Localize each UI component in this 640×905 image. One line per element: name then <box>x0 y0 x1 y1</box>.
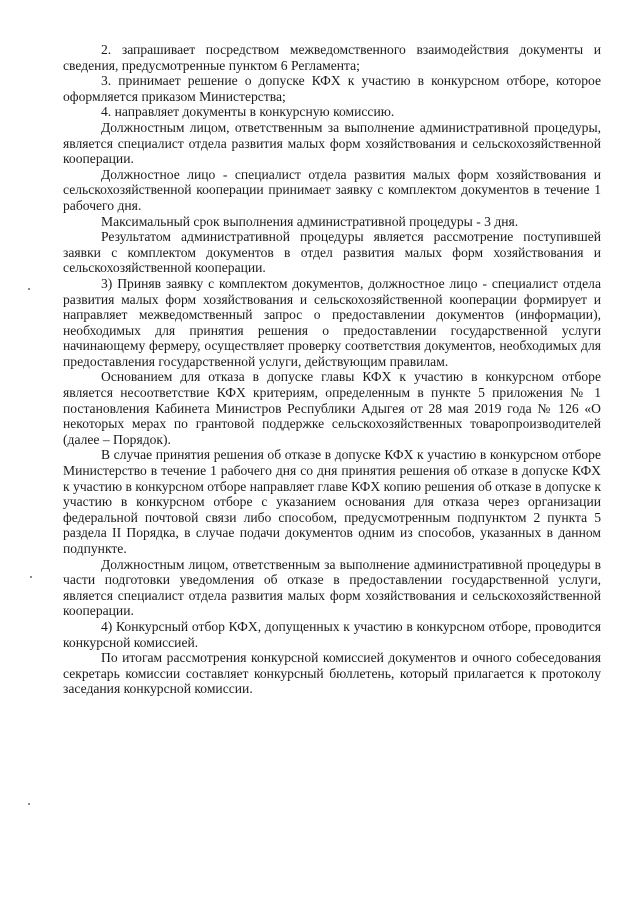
scan-speck <box>28 288 30 290</box>
paragraph-10: В случае принятия решения об отказе в допуске КФХ к участию в конкурсном отборе Министерство в течение 1 рабочего дня со дня принятия решения об отказе в допуске КФХ к участию в конкурсном отборе направляет главе КФХ копию решения об отказе в допуске к участию в конкурсном отборе с указанием основания для отказа через организации федеральной почтовой связи либо способом, предусмотренным подпунктом 2 пункта 5 раздела II Порядка, в случае подачи документов одним из способов, указанных в данном подпункте. <box>63 447 601 556</box>
paragraph-2: 3. принимает решение о допуске КФХ к участию в конкурсном отборе, которое оформляется приказом Министерства; <box>63 73 601 104</box>
paragraph-5: Должностное лицо - специалист отдела развития малых форм хозяйствования и сельскохозяйственной кооперации принимает заявку с комплектом документов в течение 1 рабочего дня. <box>63 166 601 213</box>
paragraph-13: По итогам рассмотрения конкурсной комиссией документов и очного собеседования секретарь комиссии составляет конкурсный бюллетень, который прилагается к протоколу заседания конкурсной комиссии. <box>63 650 601 697</box>
paragraph-6: Максимальный срок выполнения административной процедуры - 3 дня. <box>101 213 519 229</box>
paragraph-3: 4. направляет документы в конкурсную комиссию. <box>101 104 395 120</box>
paragraph-1: 2. запрашивает посредством межведомственного взаимодействия документы и сведения, предусмотренные пунктом 6 Регламента; <box>63 42 601 73</box>
paragraph-8: 3) Приняв заявку с комплектом документов, должностное лицо - специалист отдела развития малых форм хозяйствования и сельскохозяйственной кооперации формирует и направляет межведомственный запрос о предоставлении документов (информации), необходимых для принятия решения о предоставлении государственной услуги начинающему фермеру, осуществляет проверку соответствия документов, необходимых для предоставления государственной услуги, действующим правилам. <box>63 275 601 369</box>
document-page <box>63 42 601 697</box>
paragraph-11: Должностным лицом, ответственным за выполнение административной процедуры в части подготовки уведомления об отказе в предоставлении государственной услуги, является специалист отдела развития малых форм хозяйствования и сельскохозяйственной кооперации. <box>63 556 601 619</box>
scan-speck <box>28 803 30 805</box>
paragraph-7: Результатом административной процедуры является рассмотрение поступившей заявки с комплектом документов в отдел развития малых форм хозяйствования и сельскохозяйственной кооперации. <box>63 229 601 276</box>
paragraph-4: Должностным лицом, ответственным за выполнение административной процедуры, является специалист отдела развития малых форм хозяйствования и сельскохозяйственной кооперации. <box>63 119 601 167</box>
scan-speck <box>30 576 32 578</box>
paragraph-9: Основанием для отказа в допуске главы КФХ к участию в конкурсном отборе является несоответствие КФХ критериям, определенным в пункте 5 приложения № 1 постановления Кабинета Министров Республики Адыгея от 28 мая 2019 года № 126 «О некоторых мерах по грантовой поддержке сельскохозяйственных товаропроизводителей (далее – Порядок). <box>63 369 601 447</box>
paragraph-12: 4) Конкурсный отбор КФХ, допущенных к участию в конкурсном отборе, проводится конкурсной комиссией. <box>63 618 601 650</box>
